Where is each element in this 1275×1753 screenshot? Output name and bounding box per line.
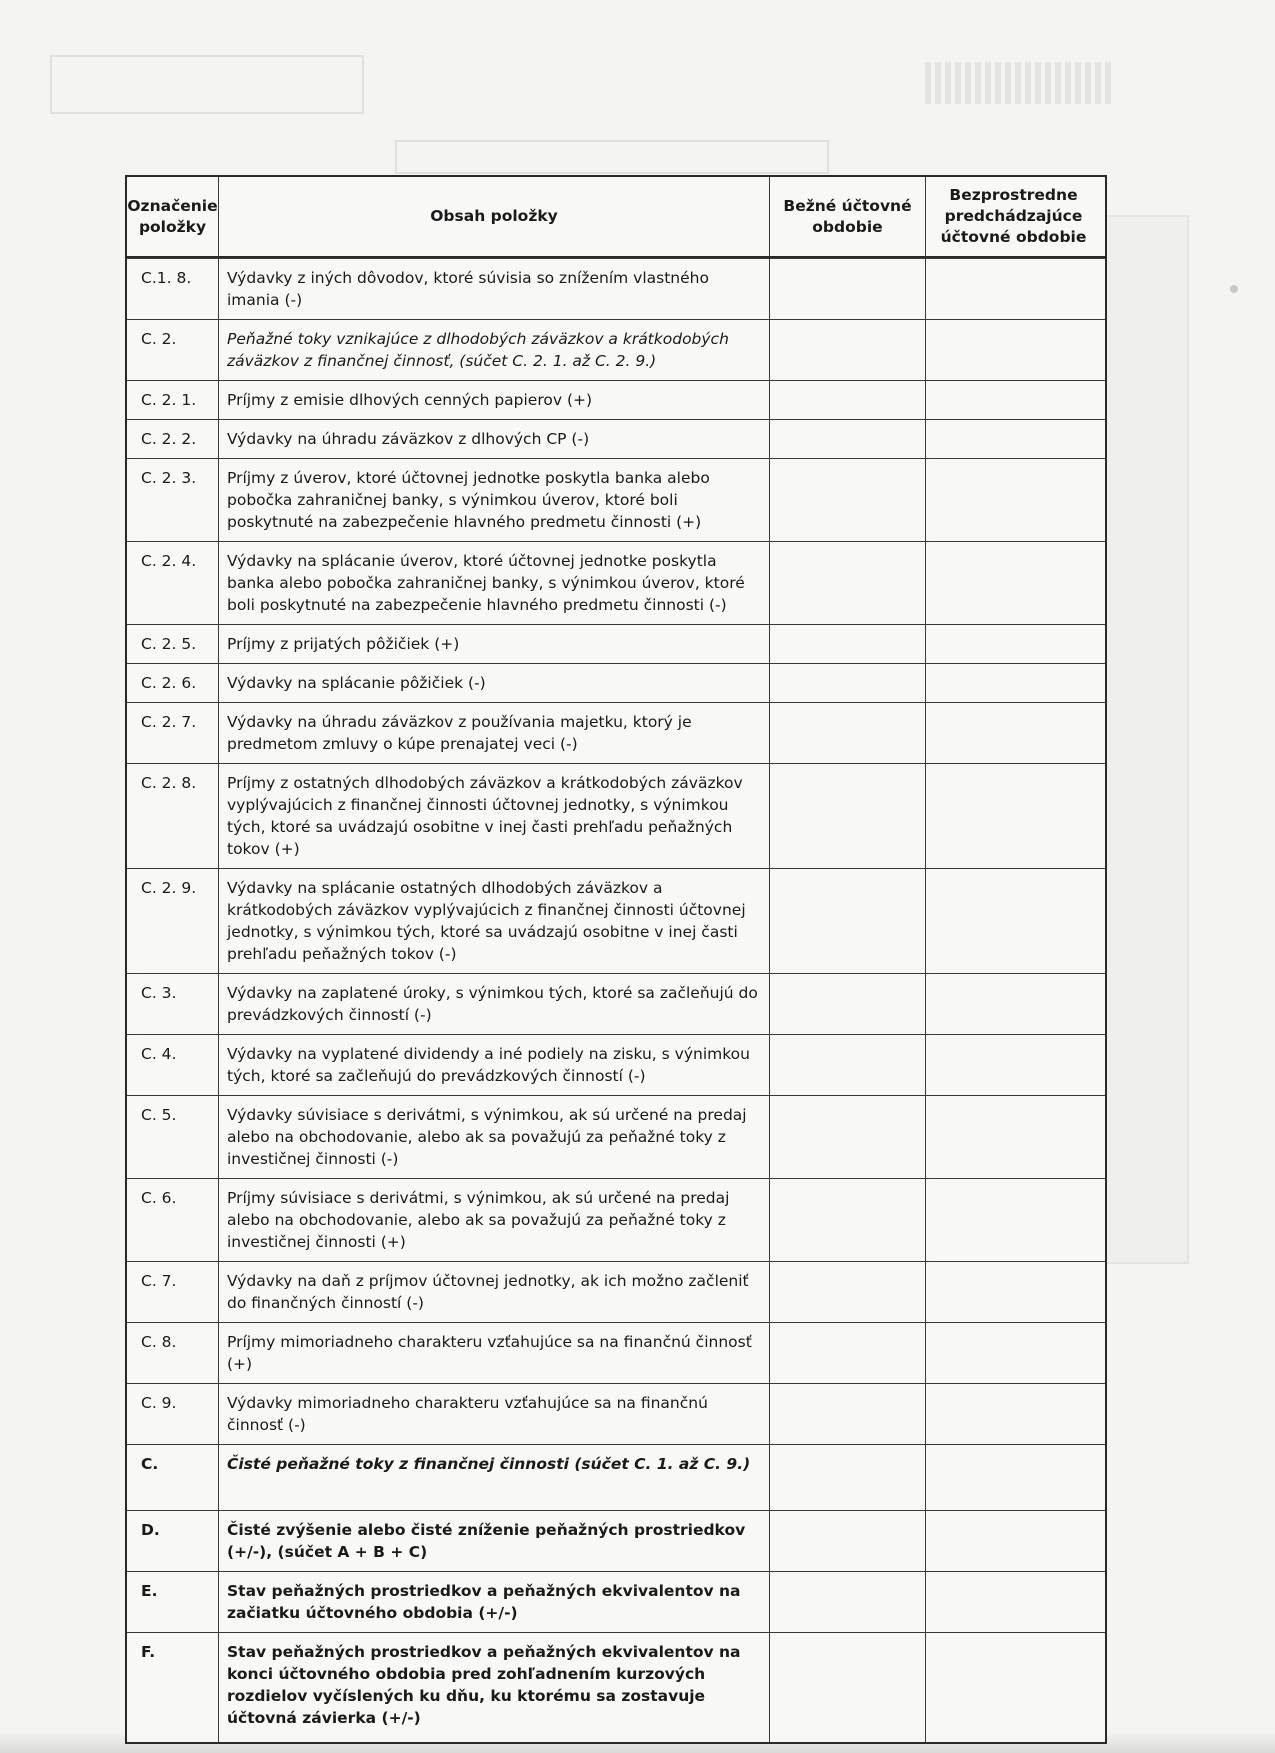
current-period-value[interactable]	[770, 1262, 926, 1322]
row-code: C. 2.	[127, 320, 219, 380]
row-description: Výdavky na vyplatené dividendy a iné podiely na zisku, s výnimkou tých, ktoré sa začleňujú do prevádzkových činností (-)	[219, 1035, 770, 1095]
row-code: C. 4.	[127, 1035, 219, 1095]
row-code: C. 2. 3.	[127, 459, 219, 541]
table-row	[127, 1095, 1105, 1178]
row-description: Výdavky na zaplatené úroky, s výnimkou tých, ktoré sa začleňujú do prevádzkových činností (-)	[219, 974, 770, 1034]
current-period-value[interactable]	[770, 459, 926, 541]
table-body	[127, 258, 1105, 1742]
row-description: Výdavky na úhradu záväzkov z používania majetku, ktorý je predmetom zmluvy o kúpe prenajatej veci (-)	[219, 703, 770, 763]
current-period-value[interactable]	[770, 869, 926, 973]
row-code: C. 7.	[127, 1262, 219, 1322]
table-row	[127, 868, 1105, 973]
table-row	[127, 1322, 1105, 1383]
current-period-value[interactable]	[770, 320, 926, 380]
row-code: E.	[127, 1572, 219, 1632]
current-period-value[interactable]	[770, 703, 926, 763]
previous-period-value[interactable]	[926, 420, 1101, 458]
row-description: Stav peňažných prostriedkov a peňažných ekvivalentov na konci účtovného obdobia pred zohľadnením kurzových rozdielov vyčíslených ku dňu, ku ktorému sa zostavuje účtovná závierka (+/-)	[219, 1633, 770, 1742]
row-code: C. 6.	[127, 1179, 219, 1261]
current-period-value[interactable]	[770, 1572, 926, 1632]
ghost-frame-center	[395, 140, 829, 174]
row-description: Výdavky na splácanie pôžičiek (-)	[219, 664, 770, 702]
previous-period-value[interactable]	[926, 1511, 1101, 1571]
row-description: Príjmy z ostatných dlhodobých záväzkov a krátkodobých záväzkov vyplývajúcich z finančnej činnosti účtovnej jednotky, s výnimkou tých, ktoré sa uvádzajú osobitne v inej časti prehľadu peňažných tokov (+)	[219, 764, 770, 868]
row-code: C. 8.	[127, 1323, 219, 1383]
current-period-value[interactable]	[770, 542, 926, 624]
header-item-content: Obsah položky	[219, 177, 770, 256]
table-row	[127, 663, 1105, 702]
row-description: Výdavky na splácanie ostatných dlhodobých záväzkov a krátkodobých záväzkov vyplývajúcich z finančnej činnosti účtovnej jednotky, s výnimkou tých, ktoré sa uvádzajú osobitne v inej časti prehľadu peňažných tokov (-)	[219, 869, 770, 973]
previous-period-value[interactable]	[926, 974, 1101, 1034]
row-code: C. 3.	[127, 974, 219, 1034]
row-description: Výdavky na daň z príjmov účtovnej jednotky, ak ich možno začleniť do finančných činností (-)	[219, 1262, 770, 1322]
previous-period-value[interactable]	[926, 1262, 1101, 1322]
current-period-value[interactable]	[770, 259, 926, 319]
table-row	[127, 1383, 1105, 1444]
current-period-value[interactable]	[770, 1445, 926, 1510]
table-row	[127, 258, 1105, 319]
previous-period-value[interactable]	[926, 320, 1101, 380]
table-row	[127, 380, 1105, 419]
current-period-value[interactable]	[770, 764, 926, 868]
row-description: Čisté zvýšenie alebo čisté zníženie peňažných prostriedkov (+/-), (súčet A + B + C)	[219, 1511, 770, 1571]
row-code: C. 2. 4.	[127, 542, 219, 624]
table-row	[127, 1261, 1105, 1322]
table-header-row	[127, 177, 1105, 258]
previous-period-value[interactable]	[926, 703, 1101, 763]
previous-period-value[interactable]	[926, 459, 1101, 541]
previous-period-value[interactable]	[926, 259, 1101, 319]
table-row	[127, 624, 1105, 663]
previous-period-value[interactable]	[926, 1633, 1101, 1742]
row-code: C. 2. 1.	[127, 381, 219, 419]
current-period-value[interactable]	[770, 1633, 926, 1742]
table-row	[127, 541, 1105, 624]
current-period-value[interactable]	[770, 381, 926, 419]
table-row	[127, 1444, 1105, 1510]
previous-period-value[interactable]	[926, 1384, 1101, 1444]
row-code: C. 2. 9.	[127, 869, 219, 973]
header-previous-period: Bezprostredne predchádzajúce účtovné obdobie	[940, 186, 1087, 246]
table-row	[127, 1034, 1105, 1095]
row-code: C. 2. 2.	[127, 420, 219, 458]
current-period-value[interactable]	[770, 1384, 926, 1444]
ghost-frame-left	[50, 55, 364, 114]
row-description: Príjmy mimoriadneho charakteru vzťahujúce sa na finančnú činnosť (+)	[219, 1323, 770, 1383]
previous-period-value[interactable]	[926, 381, 1101, 419]
table-row	[127, 973, 1105, 1034]
current-period-value[interactable]	[770, 1035, 926, 1095]
previous-period-value[interactable]	[926, 1572, 1101, 1632]
row-code: F.	[127, 1633, 219, 1742]
row-code: C. 9.	[127, 1384, 219, 1444]
previous-period-value[interactable]	[926, 542, 1101, 624]
table-row	[127, 319, 1105, 380]
table-row	[127, 1178, 1105, 1261]
previous-period-value[interactable]	[926, 764, 1101, 868]
row-description: Príjmy z prijatých pôžičiek (+)	[219, 625, 770, 663]
cash-flow-table	[125, 175, 1107, 1744]
previous-period-value[interactable]	[926, 664, 1101, 702]
table-row	[127, 1632, 1105, 1742]
row-description: Peňažné toky vznikajúce z dlhodobých záväzkov a krátkodobých záväzkov z finančnej činnosť, (súčet C. 2. 1. až C. 2. 9.)	[219, 320, 770, 380]
current-period-value[interactable]	[770, 664, 926, 702]
current-period-value[interactable]	[770, 1179, 926, 1261]
previous-period-value[interactable]	[926, 625, 1101, 663]
row-code: C.	[127, 1445, 219, 1510]
current-period-value[interactable]	[770, 1096, 926, 1178]
row-code: C. 2. 7.	[127, 703, 219, 763]
table-row	[127, 702, 1105, 763]
row-code: D.	[127, 1511, 219, 1571]
row-code: C. 5.	[127, 1096, 219, 1178]
row-description: Čisté peňažné toky z finančnej činnosti (súčet C. 1. až C. 9.)	[219, 1445, 770, 1510]
previous-period-value[interactable]	[926, 1035, 1101, 1095]
previous-period-value[interactable]	[926, 1445, 1101, 1510]
row-description: Stav peňažných prostriedkov a peňažných ekvivalentov na začiatku účtovného obdobia (+/-)	[219, 1572, 770, 1632]
row-description: Príjmy z emisie dlhových cenných papierov (+)	[219, 381, 770, 419]
row-description: Výdavky z iných dôvodov, ktoré súvisia so znížením vlastného imania (-)	[219, 259, 770, 319]
previous-period-value[interactable]	[926, 869, 1101, 973]
current-period-value[interactable]	[770, 1511, 926, 1571]
current-period-value[interactable]	[770, 420, 926, 458]
ghost-left-panel	[20, 230, 142, 1050]
previous-period-value[interactable]	[926, 1096, 1101, 1178]
table-row	[127, 458, 1105, 541]
row-description: Výdavky mimoriadneho charakteru vzťahujúce sa na finančnú činnosť (-)	[219, 1384, 770, 1444]
table-row	[127, 419, 1105, 458]
row-code: C. 2. 8.	[127, 764, 219, 868]
previous-period-value[interactable]	[926, 1323, 1101, 1383]
header-current-period: Bežné účtovné obdobie	[770, 177, 926, 256]
row-code: C. 2. 6.	[127, 664, 219, 702]
row-code: C. 2. 5.	[127, 625, 219, 663]
table-row	[127, 1571, 1105, 1632]
row-description: Výdavky súvisiace s derivátmi, s výnimkou, ak sú určené na predaj alebo na obchodovanie, alebo ak sa považujú za peňažné toky z investičnej činnosti (-)	[219, 1096, 770, 1178]
table-row	[127, 1510, 1105, 1571]
current-period-value[interactable]	[770, 1323, 926, 1383]
row-description: Príjmy súvisiace s derivátmi, s výnimkou, ak sú určené na predaj alebo na obchodovanie, alebo ak sa považujú za peňažné toky z investičnej činnosti (+)	[219, 1179, 770, 1261]
table-row	[127, 763, 1105, 868]
header-item-code: Označenie položky	[127, 177, 219, 256]
row-description: Príjmy z úverov, ktoré účtovnej jednotke poskytla banka alebo pobočka zahraničnej banky, s výnimkou úverov, ktoré boli poskytnuté na zabezpečenie hlavného predmetu činnosti (+)	[219, 459, 770, 541]
current-period-value[interactable]	[770, 625, 926, 663]
row-code: C.1. 8.	[127, 259, 219, 319]
ghost-barcode	[925, 62, 1115, 104]
scan-dot	[1230, 285, 1238, 293]
row-description: Výdavky na splácanie úverov, ktoré účtovnej jednotke poskytla banka alebo pobočka zahraničnej banky, s výnimkou úverov, ktoré boli poskytnuté na zabezpečenie hlavného predmetu činnosti (-)	[219, 542, 770, 624]
current-period-value[interactable]	[770, 974, 926, 1034]
previous-period-value[interactable]	[926, 1179, 1101, 1261]
row-description: Výdavky na úhradu záväzkov z dlhových CP (-)	[219, 420, 770, 458]
